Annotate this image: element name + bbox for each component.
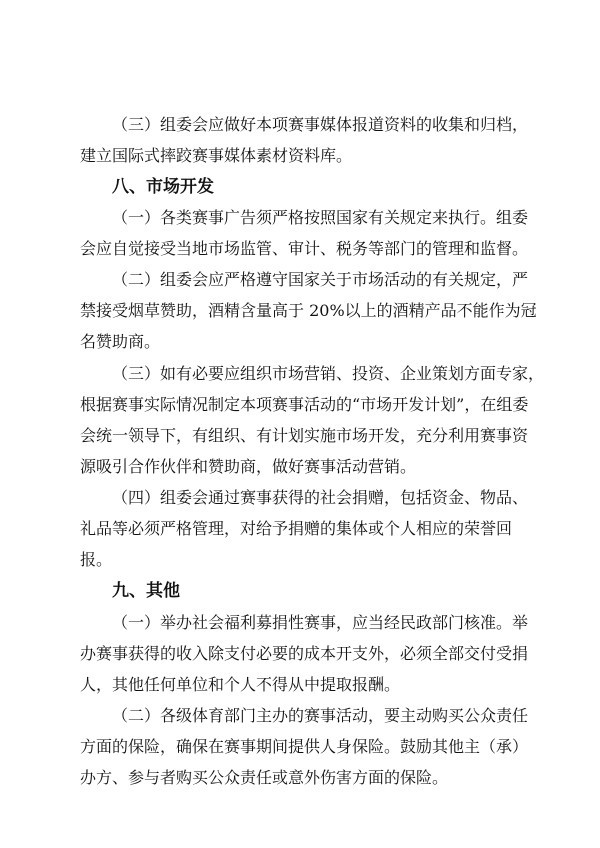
- paragraph-market-4-line-2-text: 礼品等必须严格管理，对给予捐赠的集体或个人相应的荣誉回: [80, 519, 513, 538]
- paragraph-other-2-line-3-text: 办方、参与者购买公众责任或意外伤害方面的保险。: [80, 768, 449, 787]
- paragraph-market-1-line-2-text: 会应自觉接受当地市场监管、审计、税务等部门的管理和监督。: [80, 239, 529, 258]
- paragraph-market-4-line-1-text: （四）组委会通过赛事获得的社会捐赠，包括资金、物品、: [112, 488, 529, 507]
- paragraph-market-3-line-2-text: 根据赛事实际情况制定本项赛事活动的“市场开发计划”，在组委: [80, 395, 529, 414]
- paragraph-market-3-line-3-text: 会统一领导下，有组织、有计划实施市场开发，充分利用赛事资: [80, 426, 529, 445]
- paragraph-market-2-line-1-text: （二）组委会应严格遵守国家关于市场活动的有关规定，严: [112, 270, 529, 289]
- paragraph-other-2-line-2-text: 方面的保险，确保在赛事期间提供人身保险。鼓励其他主（承）: [80, 737, 529, 756]
- paragraph-market-3-line-4-text: 源吸引合作伙伴和赞助商，做好赛事活动营销。: [80, 457, 417, 476]
- paragraph-other-1-line-2-text: 办赛事获得的收入除支付必要的成本开支外，必须全部交付受捐: [80, 644, 529, 663]
- paragraph-market-2-line-2-text: 禁接受烟草赞助，酒精含量高于 20%以上的酒精产品不能作为冠: [80, 301, 537, 320]
- section-heading-other-text: 九、其他: [112, 581, 180, 601]
- paragraph-market-2-line-3-text: 名赞助商。: [80, 332, 161, 351]
- paragraph-other-1-line-3-text: 人，其他任何单位和个人不得从中提取报酬。: [80, 675, 401, 694]
- paragraph-media-3-line-2-text: 建立国际式摔跤赛事媒体素材资料库。: [80, 146, 353, 165]
- paragraph-market-1-line-1-text: （一）各类赛事广告须严格按照国家有关规定来执行。组委: [112, 208, 529, 227]
- paragraph-other-2-line-1-text: （二）各级体育部门主办的赛事活动，要主动购买公众责任: [112, 706, 529, 725]
- paragraph-other-1-line-1-text: （一）举办社会福利募捐性赛事，应当经民政部门核准。举: [112, 613, 529, 632]
- paragraph-media-3-line-1-text: （三）组委会应做好本项赛事媒体报道资料的收集和归档，: [112, 115, 529, 134]
- section-heading-market-development-text: 八、市场开发: [112, 177, 214, 197]
- paragraph-market-3-line-1-text: （三）如有必要应组织市场营销、投资、企业策划方面专家，: [112, 364, 545, 383]
- paragraph-market-4-line-3-text: 报。: [80, 550, 113, 569]
